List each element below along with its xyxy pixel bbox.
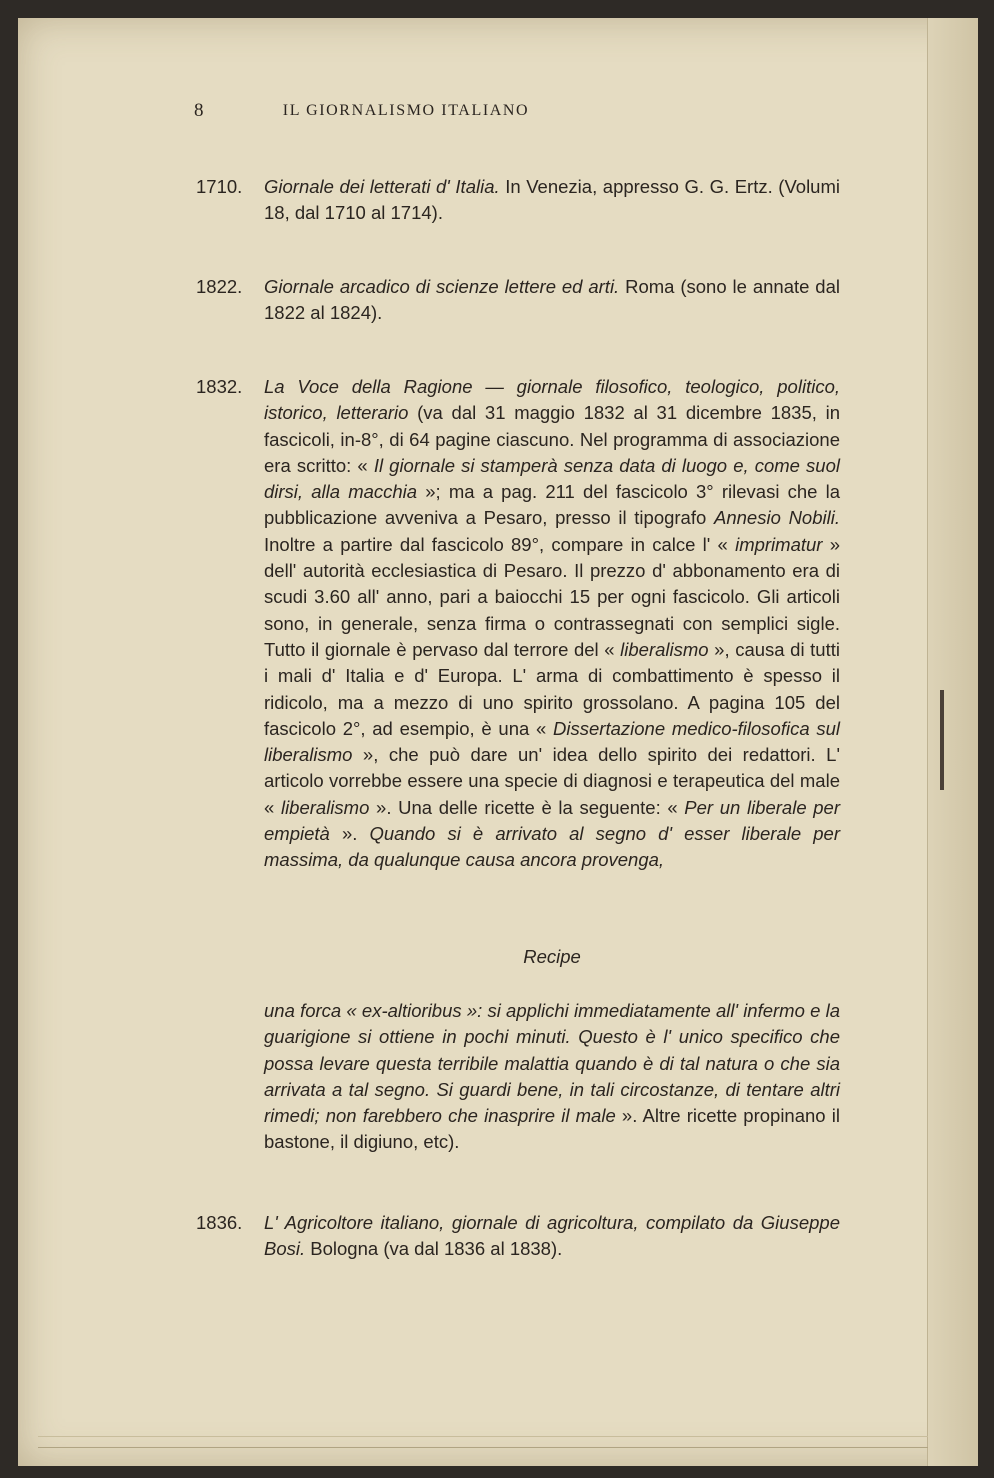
entry-text: (va dal 31 maggio 1832 al 31 dicembre 1835, in fascicoli, in-8°, di 64 pagine ciascuno. Nel programma di associazione era scritto: « — [264, 402, 840, 476]
entry-body — [264, 1210, 840, 1263]
entry-year: 1822. — [196, 276, 243, 297]
quote: Per un liberale per empietà — [264, 796, 840, 845]
entry-1710 — [196, 174, 840, 227]
quote: liberalismo — [620, 638, 709, 660]
entry-title: Giornale arcadico di scienze lettere ed arti. — [264, 276, 620, 297]
quote: Annesio Nobili. — [714, 507, 840, 529]
entry-body — [264, 274, 840, 327]
running-title: IL GIORNALISMO ITALIANO — [282, 102, 530, 119]
recipe-heading: Recipe — [523, 946, 581, 967]
entry-year: 1832. — [196, 376, 243, 397]
entry-1822 — [196, 274, 840, 327]
quote: Dissertazione medico-filosofica sul liberalismo — [264, 717, 840, 766]
entry-title: Giornale dei letterati d' Italia. — [264, 176, 500, 197]
entry-year: 1836. — [196, 1212, 243, 1233]
page-number: 8 — [194, 100, 204, 121]
entry-body — [264, 174, 840, 227]
entry-text: In Venezia, appresso G. G. Ertz. (Volumi 18, dal 1710 al 1714). — [264, 176, 840, 224]
entry-text: Inoltre a partire dal fascicolo 89°, compare in calce l' « — [264, 533, 736, 555]
margin-mark — [940, 690, 944, 790]
quote: liberalismo — [280, 796, 370, 818]
page-bottom-edge — [38, 1436, 928, 1448]
entry-year: 1710. — [196, 176, 243, 197]
entry-text: », causa di tutti i mali d' Italia e d' Europa. L' arma di combattimento è spesso il ridicolo, ma a mezzo di uno spirito grossolano. A pagina 105 del fascicolo 2°, ad esempio, è una « — [264, 638, 840, 739]
entry-text: » dell' autorità ecclesiastica di Pesaro. Il prezzo d' abbonamento era di scudi 3.60 all' anno, pari a baiocchi 15 per ogni fascicolo. Gli articoli sono, in generale, senza firma o contrassegnati con semplici sigle. Tutto il giornale è pervaso dal terrore del « — [264, 533, 840, 660]
entry-text: ». Una delle ricette è la seguente: « — [369, 796, 685, 818]
entry-text: Bologna (va dal 1836 al 1838). — [305, 1238, 563, 1260]
quote: imprimatur — [735, 533, 823, 555]
recipe-body — [264, 998, 840, 1156]
entry-1832 — [196, 374, 840, 874]
quote: Quando si è arrivato al segno d' esser liberale per massima, da qualunque causa ancora provenga, — [264, 823, 840, 871]
entry-text: Roma (sono le annate dal 1822 al 1824). — [264, 276, 840, 324]
entry-title: La Voce della Ragione — giornale filosofico, teologico, politico, istorico, letterario — [264, 376, 840, 424]
recipe-text: una forca « ex-altioribus »: si applichi immediatamente all' infermo e la guarigione si ottiene in pochi minuti. Questo è l' unico specifico che possa levare questa terribile malattia quando è di tal natura o che sia arrivata a tal segno. Si guardi bene, in tali circostanze, di tentare altri rimedi; non farebbero che inasprire il male — [264, 1000, 840, 1127]
entry-body — [264, 374, 840, 874]
recipe-tail: ». Altre ricette propinano il bastone, il digiuno, etc). — [264, 1105, 840, 1153]
entry-text: », che può dare un' idea dello spirito dei redattori. L' articolo vorrebbe essere una specie di diagnosi e terapeutica del male « — [264, 744, 840, 818]
entry-title: L' Agricoltore italiano, giornale di agricoltura, compilato da Giuseppe Bosi. — [264, 1212, 840, 1260]
entry-1836 — [196, 1210, 840, 1263]
page-edge — [927, 18, 978, 1466]
entry-text: ». — [329, 823, 370, 845]
entry-text: »; ma a pag. 211 del fascicolo 3° rilevasi che la pubblicazione avveniva a Pesaro, presso il tipografo — [264, 481, 840, 529]
quote: Il giornale si stamperà senza data di luogo e, come suol dirsi, alla macchia — [264, 454, 840, 503]
